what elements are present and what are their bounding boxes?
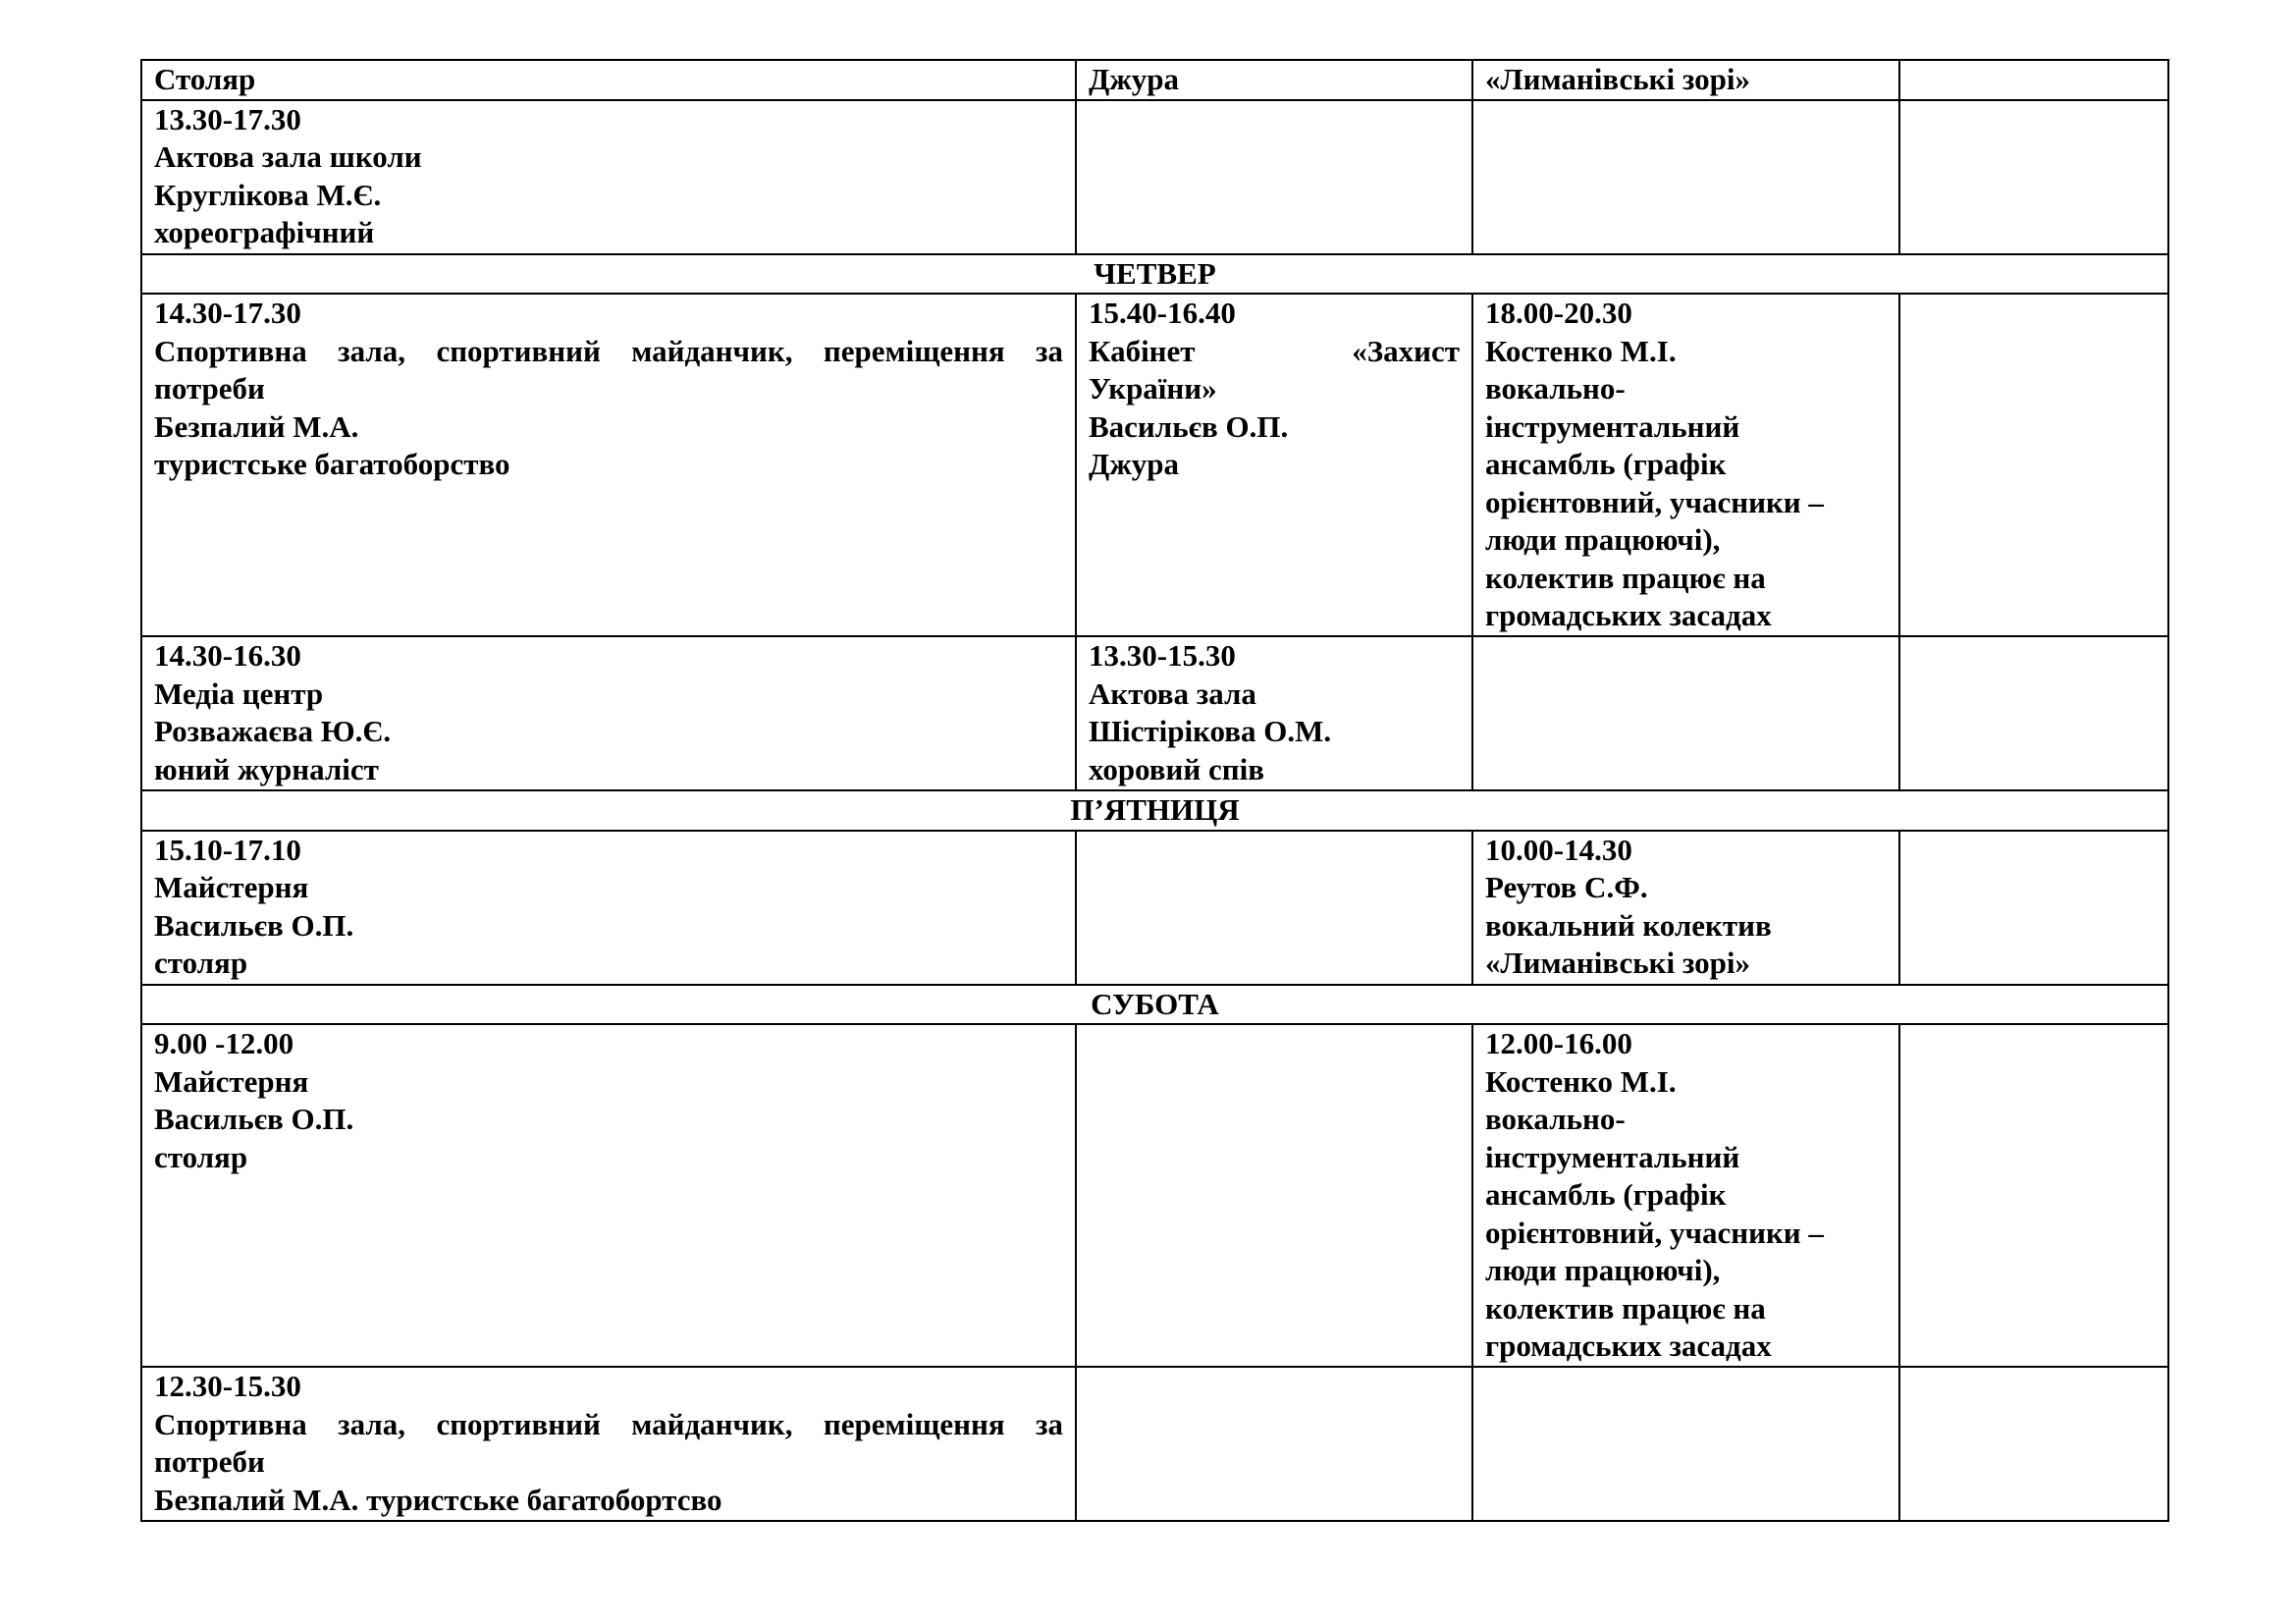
session-teacher: Безпалий М.А. туристське багатобортсво	[154, 1482, 722, 1517]
session-club: Джура	[1089, 447, 1180, 481]
empty-cell	[1472, 636, 1899, 790]
table-row	[141, 100, 2168, 254]
session-club: ансамбль (графік	[1485, 1177, 1727, 1212]
session-note: люди працюючі),	[1485, 1253, 1721, 1287]
session-teacher: Безпалий М.А.	[154, 408, 359, 444]
session-club: хоровий спів	[1089, 751, 1264, 786]
empty-cell	[1899, 636, 2168, 790]
session-club: вокально-	[1485, 371, 1626, 406]
session-place: Актова зала школи	[154, 139, 422, 174]
session-teacher: Реутов С.Ф.	[1485, 870, 1648, 904]
table-row	[141, 1367, 2168, 1521]
empty-cell	[1472, 100, 1899, 254]
session-teacher: Костенко М.І.	[1485, 1063, 1677, 1099]
session-time: 14.30-17.30	[154, 296, 301, 330]
session-teacher: Костенко М.І.	[1485, 333, 1677, 368]
session-place: Актова зала	[1089, 676, 1256, 711]
empty-cell	[1076, 1024, 1472, 1367]
empty-cell	[1899, 1024, 2168, 1367]
empty-cell	[1899, 1367, 2168, 1521]
schedule-cell	[141, 294, 1076, 636]
empty-cell	[1899, 831, 2168, 985]
session-place-word: Кабінет	[1089, 333, 1196, 368]
session-club: інструментальний	[1485, 1139, 1740, 1174]
session-time: 12.00-16.00	[1485, 1026, 1632, 1060]
schedule-cell	[1472, 831, 1899, 985]
header-label: Столяр	[154, 62, 256, 96]
session-note: орієнтовний, учасники –	[1485, 1215, 1824, 1250]
session-note: громадських засадах	[1485, 598, 1772, 632]
session-time: 13.30-15.30	[1089, 638, 1236, 673]
day-row-thursday	[141, 254, 2168, 295]
schedule-cell	[141, 831, 1076, 985]
table-row	[141, 636, 2168, 790]
empty-cell	[1076, 100, 1472, 254]
session-place: Спортивна зала, спортивний майданчик, переміщення за	[154, 333, 1063, 368]
schedule-cell	[141, 1024, 1076, 1367]
schedule-cell	[1076, 636, 1472, 790]
schedule-cell	[1076, 294, 1472, 636]
table-row	[141, 294, 2168, 636]
table-row	[141, 1024, 2168, 1367]
header-label: «Лиманівські зорі»	[1485, 62, 1750, 96]
empty-cell	[1076, 1367, 1472, 1521]
empty-cell	[1899, 294, 2168, 636]
schedule-cell	[141, 1367, 1076, 1521]
day-header: СУБОТА	[141, 985, 2168, 1025]
session-note: колектив працює на	[1485, 1290, 1766, 1326]
schedule-cell	[1472, 294, 1899, 636]
session-time: 12.30-15.30	[154, 1369, 301, 1403]
session-club: хореографічний	[154, 215, 375, 249]
table-header-row	[141, 60, 2168, 100]
session-club: інструментальний	[1485, 408, 1740, 444]
header-label: Джура	[1089, 62, 1180, 96]
session-place: Спортивна зала, спортивний майданчик, переміщення за	[154, 1406, 1063, 1441]
session-time: 14.30-16.30	[154, 638, 301, 673]
session-teacher: Круглікова М.Є.	[154, 177, 382, 212]
session-place	[1089, 333, 1460, 371]
schedule-cell	[1472, 1024, 1899, 1367]
session-place: Майстерня	[154, 870, 309, 904]
day-header: ЧЕТВЕР	[141, 254, 2168, 295]
session-place: Медіа центр	[154, 676, 324, 711]
session-teacher: Васильєв О.П.	[1089, 408, 1289, 444]
schedule-cell	[141, 636, 1076, 790]
session-time: 9.00 -12.00	[154, 1026, 294, 1060]
session-club: вокальний колектив	[1485, 907, 1772, 943]
session-time: 13.30-17.30	[154, 101, 301, 136]
table-row	[141, 831, 2168, 985]
session-note: орієнтовний, учасники –	[1485, 484, 1824, 519]
day-row-saturday	[141, 985, 2168, 1025]
session-club: столяр	[154, 946, 248, 980]
day-header: П’ЯТНИЦЯ	[141, 790, 2168, 831]
empty-cell	[1472, 1367, 1899, 1521]
session-note: люди працюючі),	[1485, 522, 1721, 557]
session-time: 15.10-17.10	[154, 832, 301, 867]
session-time: 18.00-20.30	[1485, 296, 1632, 330]
header-cell-dzhura	[1076, 60, 1472, 100]
session-club: «Лиманівські зорі»	[1485, 946, 1750, 980]
session-teacher: Васильєв О.П.	[154, 1102, 354, 1136]
session-club: юний журналіст	[154, 751, 379, 786]
session-place: України»	[1089, 371, 1217, 406]
session-club: туристське багатоборство	[154, 447, 510, 481]
session-teacher: Шістірікова О.М.	[1089, 714, 1332, 748]
header-cell-empty	[1899, 60, 2168, 100]
day-row-friday	[141, 790, 2168, 831]
schedule-table	[140, 59, 2169, 1522]
header-cell-stolyar	[141, 60, 1076, 100]
session-place: потреби	[154, 371, 265, 406]
session-time: 15.40-16.40	[1089, 296, 1236, 330]
empty-cell	[1076, 831, 1472, 985]
session-club: ансамбль (графік	[1485, 447, 1727, 481]
header-cell-lymanivski-zori	[1472, 60, 1899, 100]
session-club: столяр	[154, 1139, 248, 1174]
schedule-cell	[141, 100, 1076, 254]
session-place: потреби	[154, 1444, 265, 1479]
session-teacher: Васильєв О.П.	[154, 907, 354, 943]
empty-cell	[1899, 100, 2168, 254]
session-time: 10.00-14.30	[1485, 832, 1632, 867]
session-note: колектив працює на	[1485, 560, 1766, 595]
session-place: Майстерня	[154, 1063, 309, 1099]
session-club: вокально-	[1485, 1102, 1626, 1136]
session-place-word: «Захист	[1352, 333, 1460, 368]
session-teacher: Розважаєва Ю.Є.	[154, 714, 392, 748]
session-note: громадських засадах	[1485, 1328, 1772, 1363]
